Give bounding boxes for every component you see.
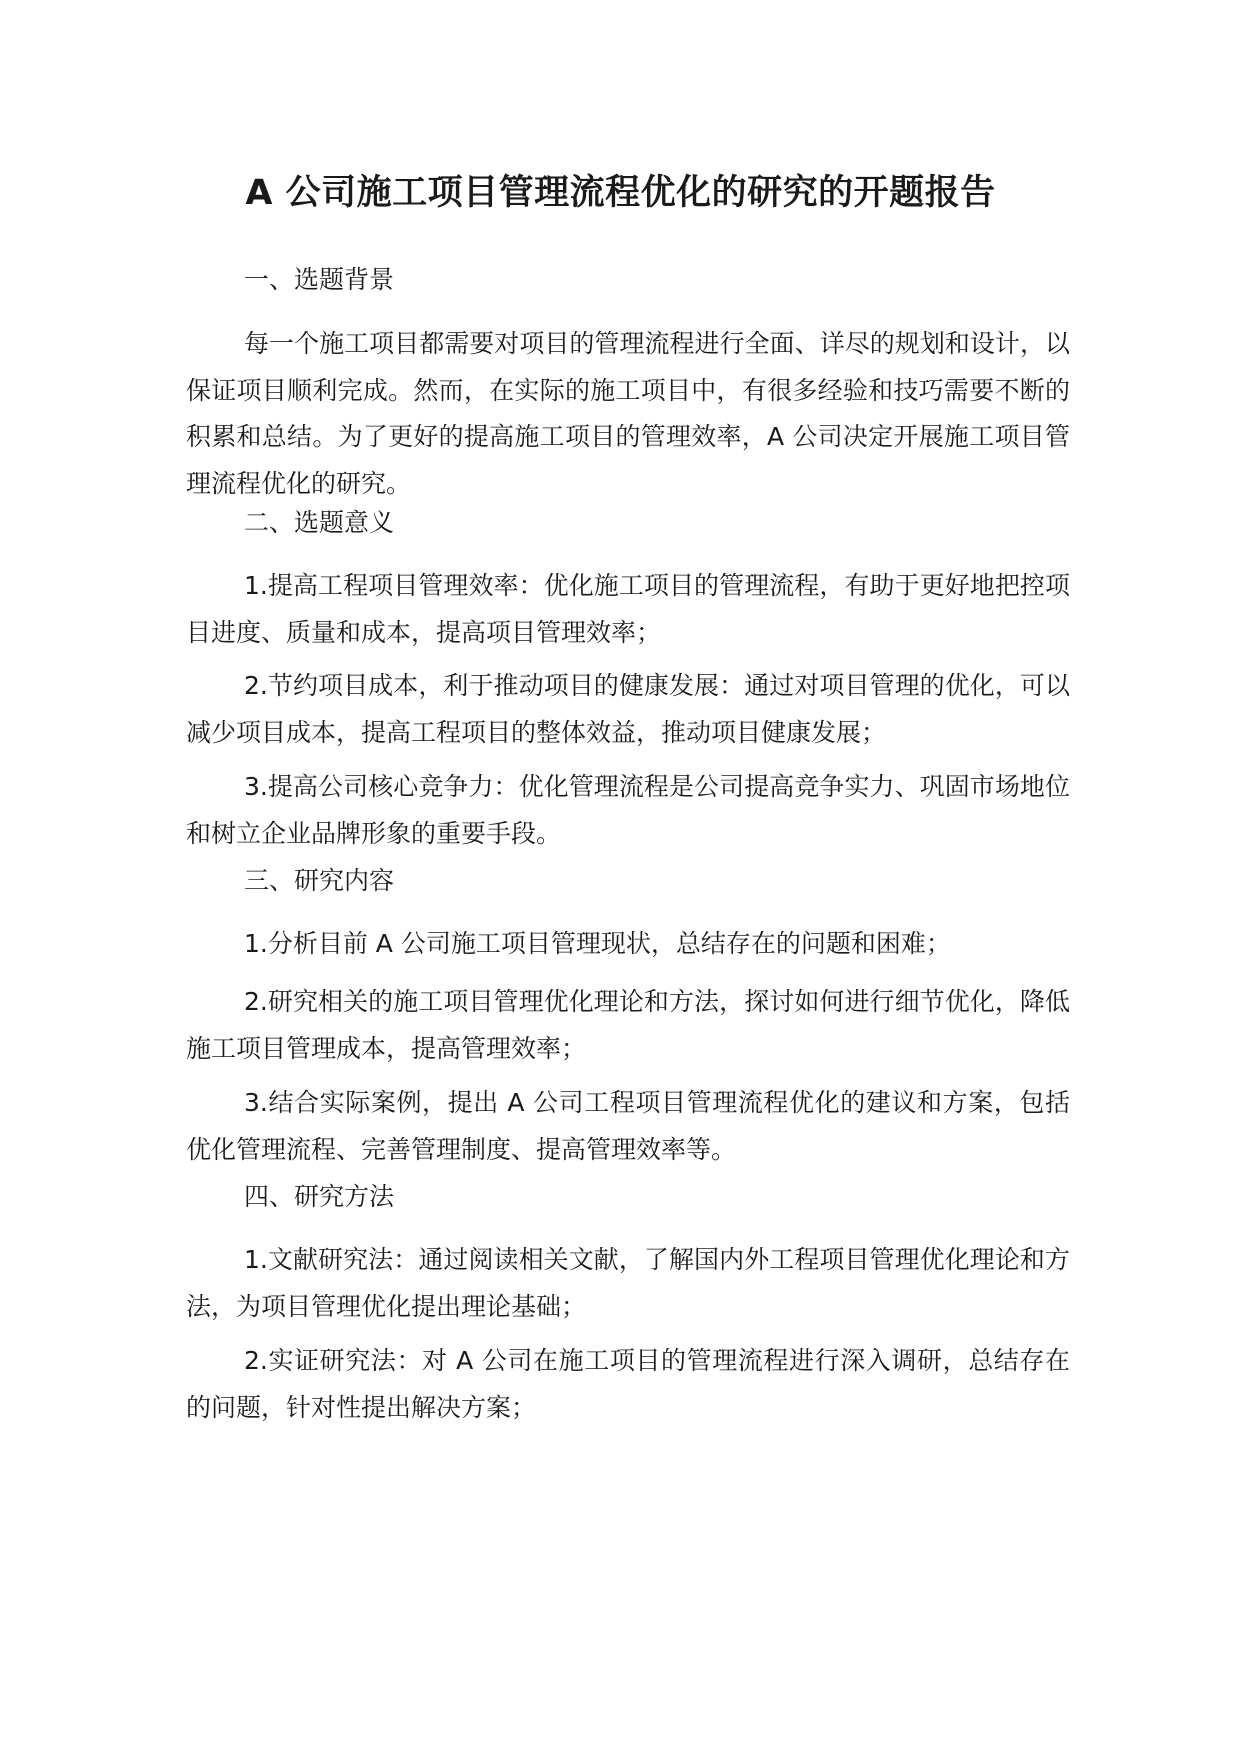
paragraph-significance-3: 3.提高公司核心竞争力：优化管理流程是公司提高竞争实力、巩固市场地位和树立企业品牌形象的重要手段。: [186, 772, 1070, 848]
section-heading-content: 三、研究内容: [244, 866, 395, 895]
paragraph-methods-2: 2.实证研究法：对 A 公司在施工项目的管理流程进行深入调研，总结存在的问题，针对性提出解决方案；: [186, 1346, 1070, 1422]
document-title: A 公司施工项目管理流程优化的研究的开题报告: [245, 173, 996, 213]
paragraph-methods-1: 1.文献研究法：通过阅读相关文献，了解国内外工程项目管理优化理论和方法，为项目管理优化提出理论基础；: [186, 1245, 1070, 1321]
paragraph-content-2: 2.研究相关的施工项目管理优化理论和方法，探讨如何进行细节优化，降低施工项目管理成本，提高管理效率；: [186, 987, 1070, 1063]
paragraph-significance-2: 2.节约项目成本，利于推动项目的健康发展：通过对项目管理的优化，可以减少项目成本，提高工程项目的整体效益，推动项目健康发展；: [186, 671, 1070, 747]
paragraph-content-3: 3.结合实际案例，提出 A 公司工程项目管理流程优化的建议和方案，包括优化管理流程、完善管理制度、提高管理效率等。: [186, 1088, 1070, 1164]
paragraph-content-1: 1.分析目前 A 公司施工项目管理现状，总结存在的问题和困难；: [244, 929, 951, 958]
section-heading-background: 一、选题背景: [244, 265, 395, 294]
paragraph-significance-1: 1.提高工程项目管理效率：优化施工项目的管理流程，有助于更好地把控项目进度、质量和成本，提高项目管理效率；: [186, 571, 1070, 647]
paragraph-background: 每一个施工项目都需要对项目的管理流程进行全面、详尽的规划和设计，以保证项目顺利完成。然而，在实际的施工项目中，有很多经验和技巧需要不断的积累和总结。为了更好的提高施工项目的管理效率，A 公司决定开展施工项目管理流程优化的研究。: [186, 329, 1070, 498]
section-heading-significance: 二、选题意义: [244, 508, 395, 537]
section-heading-methods: 四、研究方法: [244, 1182, 395, 1211]
